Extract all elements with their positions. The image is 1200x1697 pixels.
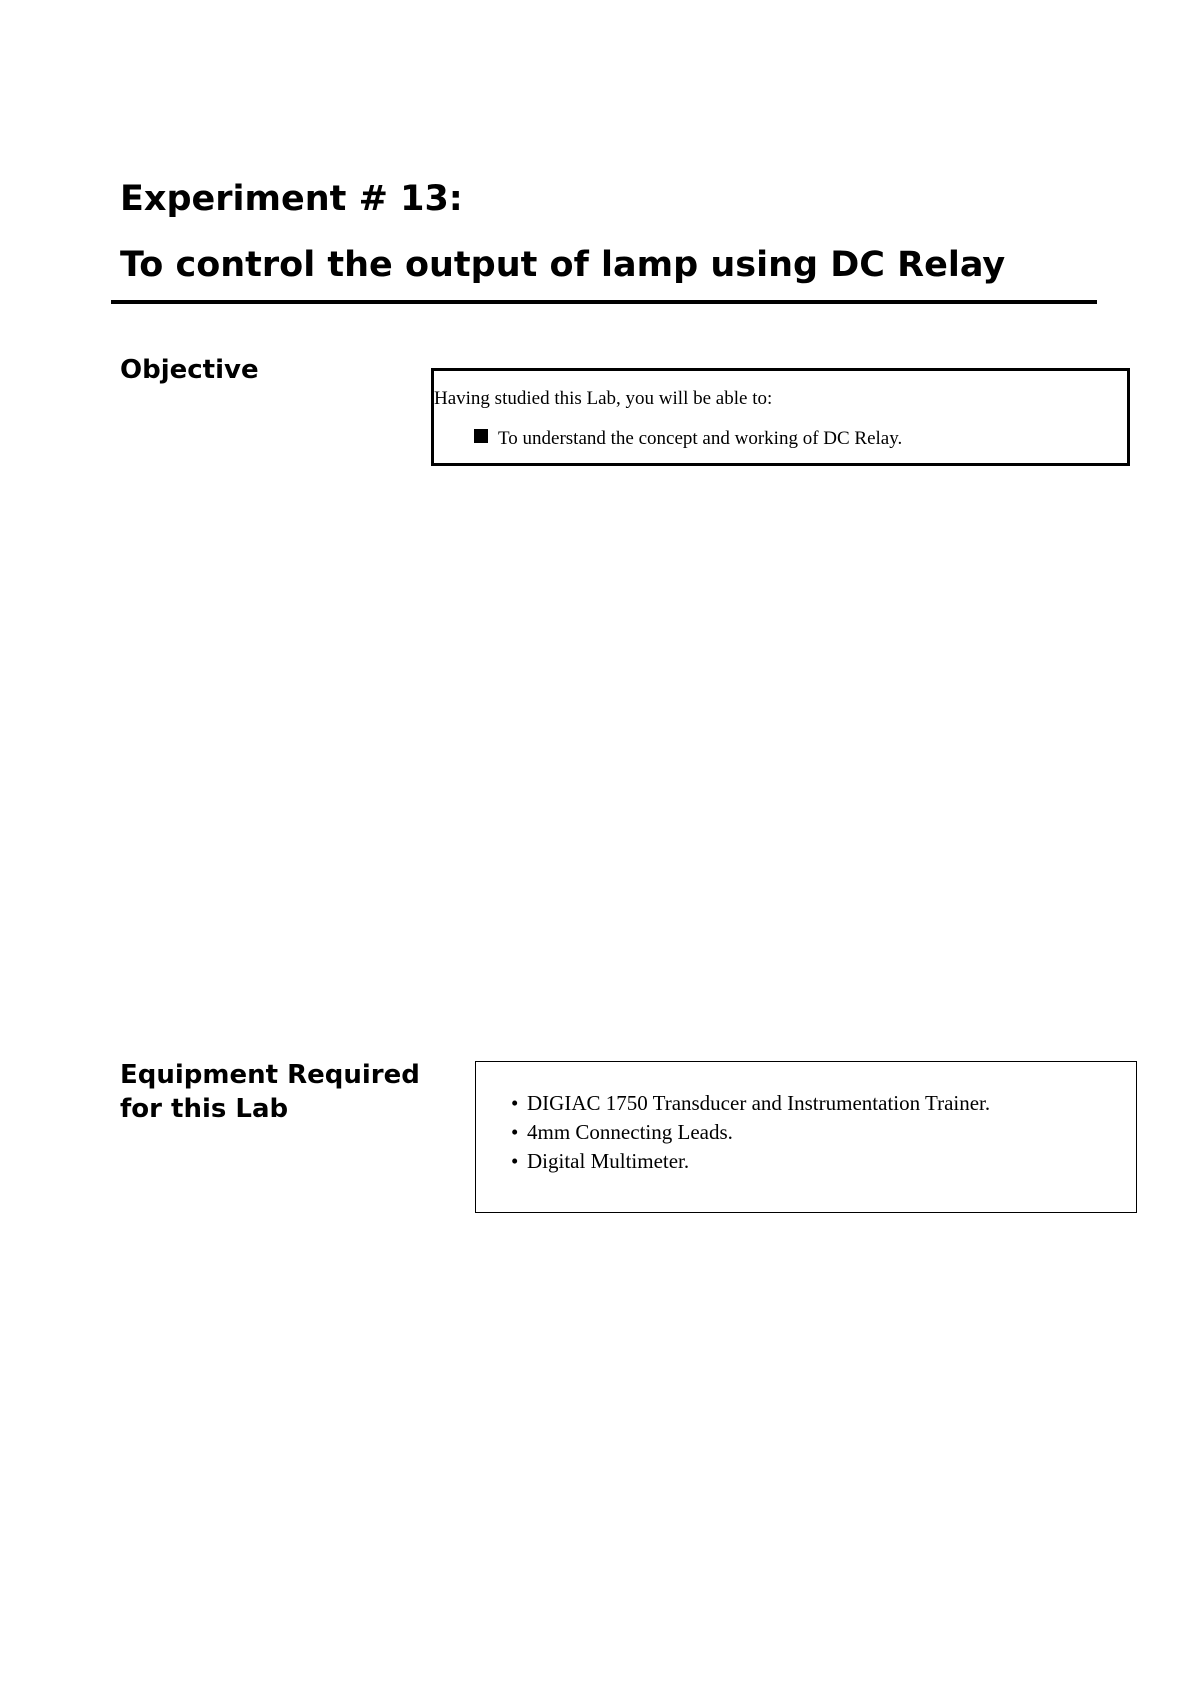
bullet-icon: • — [511, 1149, 519, 1173]
equipment-item-text: 4mm Connecting Leads. — [527, 1120, 733, 1144]
bullet-icon: • — [511, 1120, 519, 1144]
equipment-item-text: DIGIAC 1750 Transducer and Instrumentation Trainer. — [527, 1091, 991, 1115]
page-title-line-2: To control the output of lamp using DC Relay — [120, 245, 1006, 285]
objective-item-text: To understand the concept and working of DC Relay. — [498, 428, 903, 449]
equipment-list-item — [511, 1118, 990, 1147]
equipment-heading: Equipment Required for this Lab — [120, 1060, 420, 1124]
objective-box — [431, 368, 1130, 466]
equipment-list — [511, 1089, 990, 1176]
objective-list-item — [474, 428, 902, 450]
square-bullet-icon — [474, 429, 488, 443]
page-title-line-1: Experiment # 13: — [120, 179, 463, 219]
objective-intro-text: Having studied this Lab, you will be able to: — [434, 388, 773, 409]
bullet-icon: • — [511, 1091, 519, 1115]
equipment-list-item — [511, 1089, 990, 1118]
equipment-list-item — [511, 1147, 990, 1176]
objective-heading: Objective — [120, 355, 259, 385]
equipment-box — [475, 1061, 1137, 1213]
title-divider — [111, 300, 1097, 304]
equipment-item-text: Digital Multimeter. — [527, 1149, 690, 1173]
